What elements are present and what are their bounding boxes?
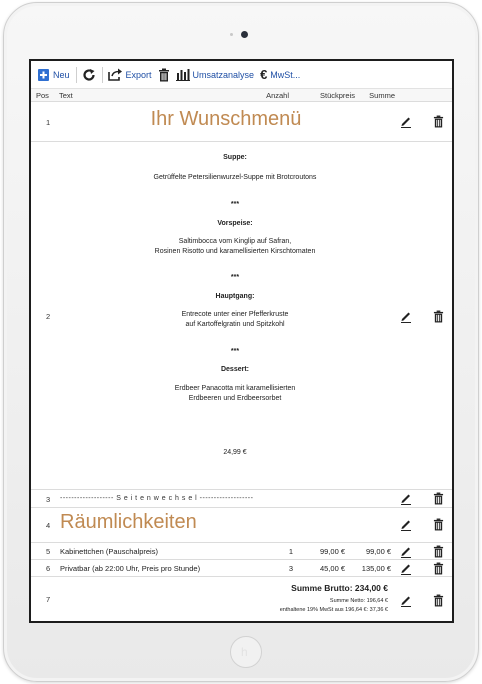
bar-chart-icon: [176, 68, 190, 81]
trash-icon: [158, 68, 170, 82]
export-button-label: Export: [125, 69, 152, 80]
pencil-icon[interactable]: [400, 594, 412, 607]
plus-document-icon: [37, 68, 50, 82]
trash-icon[interactable]: [433, 115, 444, 128]
export-icon: [108, 68, 123, 81]
separator-1: ***: [230, 201, 240, 208]
item-sum: 99,00 €: [365, 547, 391, 556]
app-screen: [29, 59, 454, 623]
refresh-icon: [82, 68, 96, 82]
dessert-line-1: Erdbeer Panacotta mit karamellisierten: [174, 385, 296, 392]
new-button-label: Neu: [53, 69, 70, 80]
delete-button[interactable]: [158, 68, 170, 82]
new-button[interactable]: [37, 68, 70, 82]
table-row[interactable]: [31, 142, 452, 490]
table-header: [31, 89, 452, 102]
gross-total: Summe Brutto: 234,00 €: [291, 583, 388, 593]
item-text: Privatbar (ab 22:00 Uhr, Preis pro Stunde): [60, 564, 201, 573]
table-row[interactable]: [31, 560, 452, 577]
column-text: Text: [59, 90, 73, 100]
pencil-icon[interactable]: [400, 115, 412, 128]
item-quantity: 1: [288, 547, 293, 556]
row-pos: 5: [46, 547, 51, 556]
pencil-icon[interactable]: [400, 492, 412, 505]
vat-button[interactable]: [260, 67, 300, 82]
page-break-text: ------------------- S e i t e n w e c h s e l -------------------: [60, 495, 254, 502]
row-pos: 2: [46, 312, 51, 321]
column-quantity: Anzahl: [266, 90, 289, 100]
home-button[interactable]: [230, 636, 262, 668]
vat-total: enthaltene 19% MwSt aus 196,64 €: 37,36 €: [279, 607, 388, 613]
toolbar-divider: [102, 67, 103, 83]
item-unit-price: 45,00 €: [319, 564, 345, 573]
column-sum: Summe: [369, 90, 395, 100]
main-line-2: auf Kartoffelgratin und Spitzkohl: [185, 321, 285, 328]
euro-icon: €: [260, 67, 268, 82]
camera-icon: [241, 31, 248, 38]
revenue-analysis-label: Umsatzanalyse: [192, 69, 255, 80]
table-row[interactable]: [31, 543, 452, 560]
column-unit-price: Stückpreis: [319, 90, 355, 100]
trash-icon[interactable]: [433, 594, 444, 607]
refresh-button[interactable]: [82, 68, 96, 82]
table-row[interactable]: [31, 490, 452, 508]
item-unit-price: 99,00 €: [319, 547, 345, 556]
table-row[interactable]: [31, 577, 452, 621]
vat-button-label: MwSt...: [270, 69, 301, 80]
trash-icon[interactable]: [433, 562, 444, 575]
trash-icon[interactable]: [433, 545, 444, 558]
pencil-icon[interactable]: [400, 310, 412, 323]
net-total: Summe Netto: 196,64 €: [329, 598, 388, 604]
soup-text: Getrüffelte Petersilienwurzel-Suppe mit Brotcroutons: [153, 174, 317, 181]
menu-price: 24,99 €: [223, 449, 247, 456]
dessert-heading: Dessert:: [220, 366, 249, 373]
trash-icon[interactable]: [433, 492, 444, 505]
table-row[interactable]: [31, 102, 452, 142]
home-button-glyph: h: [241, 645, 248, 659]
row-pos: 3: [46, 495, 51, 504]
export-button[interactable]: [108, 68, 152, 81]
row-pos: 1: [46, 118, 51, 127]
menu-title: Ihr Wunschmenü: [150, 108, 302, 130]
section-title: Räumlichkeiten: [60, 511, 197, 533]
separator-3: ***: [230, 348, 240, 355]
separator-2: ***: [230, 274, 240, 281]
sensor-dot: [230, 33, 233, 36]
pencil-icon[interactable]: [400, 562, 412, 575]
table-row[interactable]: [31, 508, 452, 543]
row-pos: 4: [46, 521, 51, 530]
soup-heading: Suppe:: [223, 154, 247, 161]
starter-line-2: Rosinen Risotto und karamellisierten Kirschtomaten: [154, 248, 316, 255]
toolbar: [31, 61, 452, 89]
pencil-icon[interactable]: [400, 518, 412, 531]
row-pos: 6: [46, 564, 51, 573]
toolbar-divider: [76, 67, 77, 83]
revenue-analysis-button[interactable]: [176, 68, 255, 81]
starter-line-1: Saltimbocca vom Kinglip auf Safran,: [178, 238, 292, 245]
trash-icon[interactable]: [433, 310, 444, 323]
dessert-line-2: Erdbeeren und Erdbeersorbet: [188, 395, 282, 402]
starter-heading: Vorspeise:: [217, 220, 253, 227]
main-heading: Hauptgang:: [215, 293, 255, 300]
item-quantity: 3: [288, 564, 293, 573]
pencil-icon[interactable]: [400, 545, 412, 558]
row-pos: 7: [46, 595, 51, 604]
menu-description: [59, 142, 411, 458]
trash-icon[interactable]: [433, 518, 444, 531]
main-line-1: Entrecote unter einer Pfefferkruste: [181, 311, 289, 318]
item-sum: 135,00 €: [361, 564, 391, 573]
item-text: Kabinettchen (Pauschalpreis): [60, 547, 158, 556]
column-pos: Pos: [36, 90, 49, 100]
